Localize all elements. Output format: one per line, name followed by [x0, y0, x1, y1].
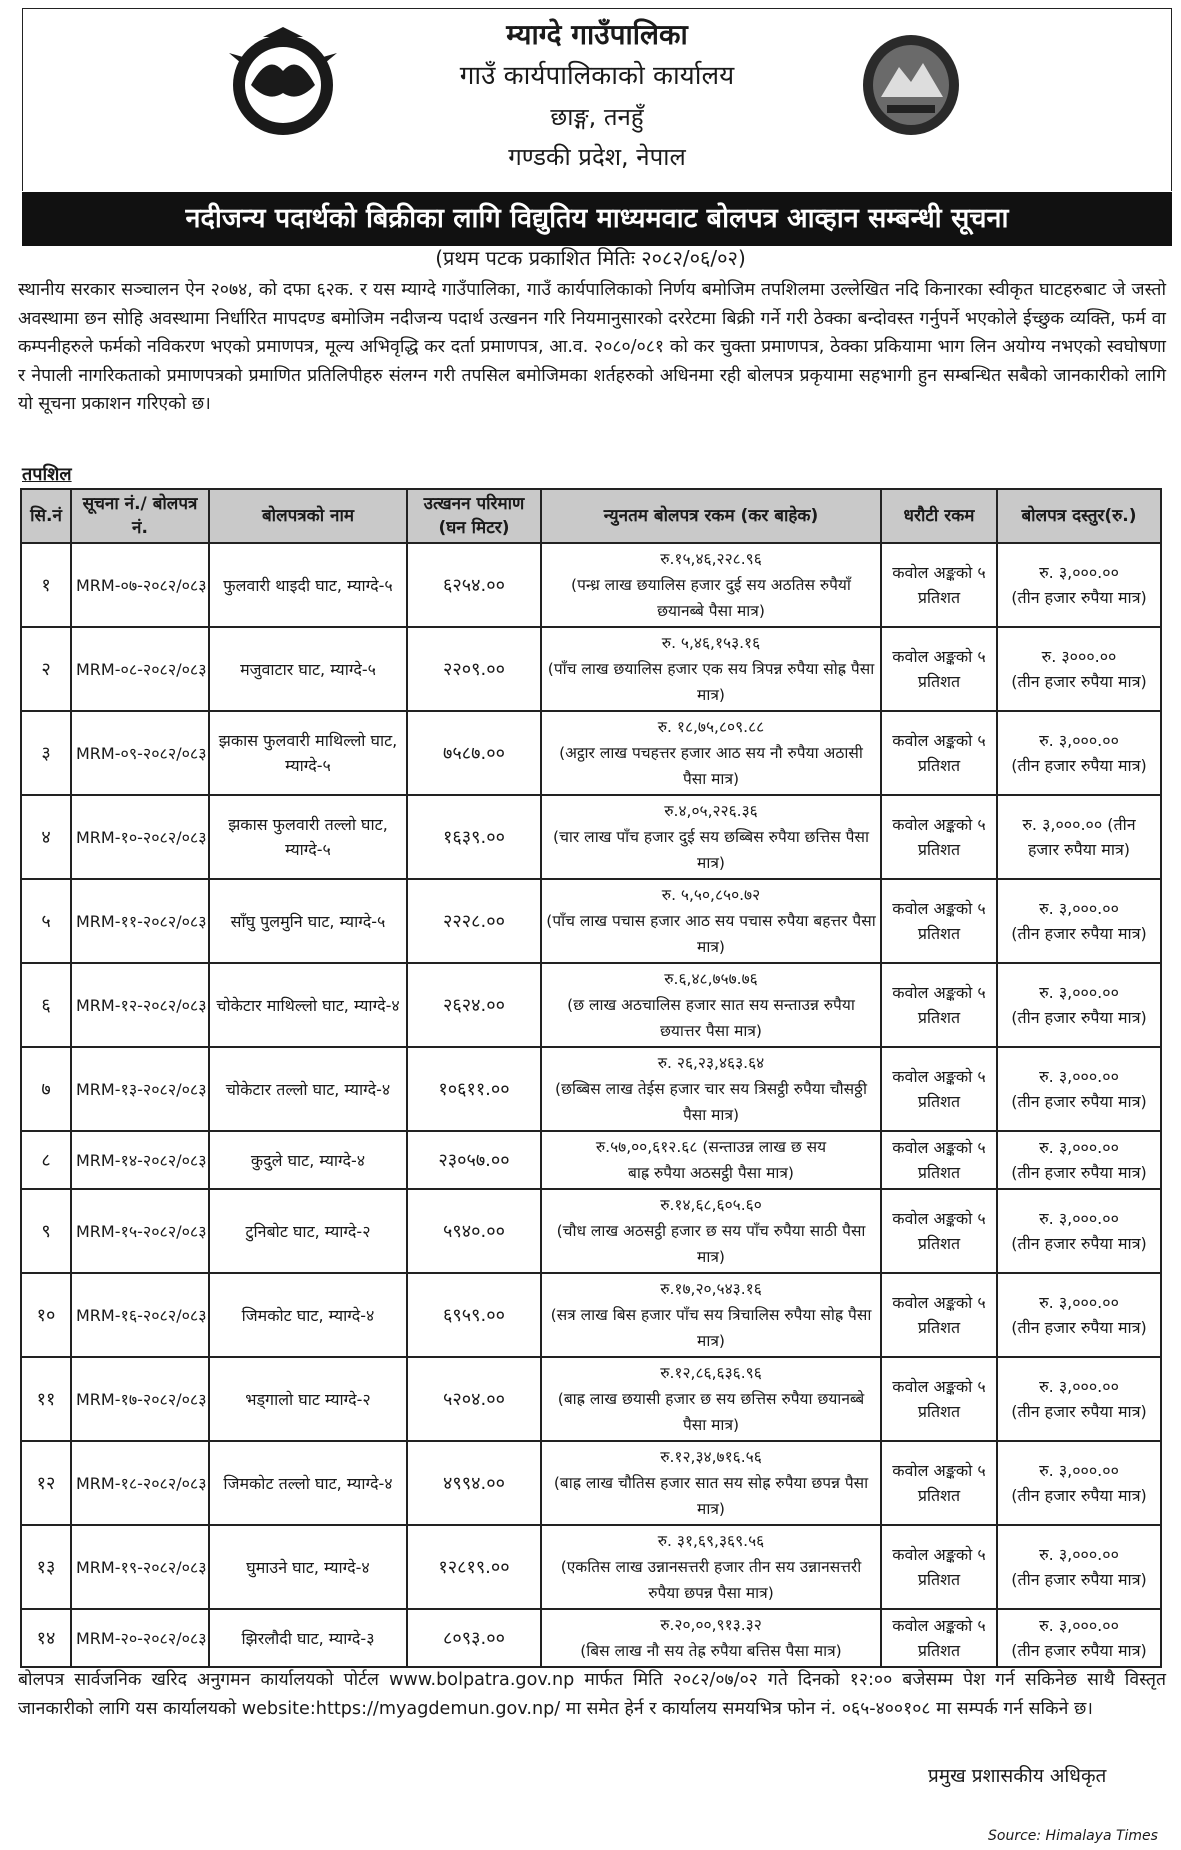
cell-quantity-text: ६९५९.०० [443, 1304, 505, 1326]
cell-quantity-text: ८०९३.०० [443, 1627, 505, 1649]
intro-paragraph: स्थानीय सरकार सञ्चालन ऐन २०७४, को दफा ६२क. र यस म्याग्दे गाउँपालिका, गाउँ कार्यपालिकाको निर्णय बमोजिम तपशिलमा उल्लेखित नदि किनारका स्वीकृत घाटहरुबाट जे जस्तो अवस्थामा छन सोहि अवस्थामा निर्धारित मापदण्ड बमोजिम नदीजन्य पदार्थ उत्खनन गरि नियमानुसारको दररेटमा बिक्री गर्ने गरी ठेक्का बन्दोवस्त गर्नुपर्ने भएकोले ईच्छुक व्यक्ति, फर्म वा कम्पनीहरुले फर्मको नविकरण भएको प्रमाणपत्र, मूल्य अभिवृद्धि कर दर्ता प्रमाणपत्र, आ.व. २०८०/०८१ को कर चुक्ता प्रमाणपत्र, ठेक्का प्रकियामा भाग लिन अयोग्य नभएको स्वघोषणा र नेपाली नागरिकताको प्रमाणपत्रको प्रमाणित प्रतिलिपीहरु संलग्न गरी तपसिल बमोजिमका शर्तहरुको अधिनमा रही बोलपत्र प्रकृयामा सहभागी हुन सम्बन्धित सबैको जानकारीको लागि यो सूचना प्रकाशन गरिएको छ। [18, 280, 1166, 415]
cell-amount-text: रु. २६,२३,४६३.६४ [657, 1054, 765, 1072]
cell-amount-text: रु.४,०५,२२६.३६ [664, 802, 758, 820]
cell-deposit [881, 711, 997, 795]
cell-bid-name [209, 795, 407, 879]
cell-sn-text: १३ [36, 1556, 56, 1578]
cell-fee-text: (तीन हजार रुपैया मात्र) [1011, 1641, 1147, 1660]
cell-bid-name [209, 1047, 407, 1131]
cell-sn [21, 627, 71, 711]
cell-quantity-text: १२८१९.०० [438, 1556, 510, 1578]
cell-deposit [881, 1047, 997, 1131]
header-fee: बोलपत्र दस्तुर(रु.) [997, 489, 1161, 543]
cell-fee-text: (तीन हजार रुपैया मात्र) [1011, 756, 1147, 775]
cell-notice-no-text: MRM-१२-२०८२/०८३ [76, 995, 207, 1015]
cell-bid-name [209, 1273, 407, 1357]
cell-quantity [407, 627, 541, 711]
cell-amount-text: (बाह्र लाख छयासी हजार छ सय छत्तिस रुपैया छयानब्बे पैसा मात्र) [557, 1390, 865, 1434]
cell-deposit-text: कवोल अङ्कको ५ प्रतिशत [892, 563, 986, 607]
cell-notice-no-text: MRM-०७-२०८२/०८३ [76, 575, 207, 595]
cell-notice-no [71, 1273, 209, 1357]
cell-quantity-text: १०६११.०० [438, 1078, 510, 1100]
cell-amount [541, 543, 881, 627]
office-location: छाङ्ग, तनहुँ [550, 103, 644, 131]
province-name: गण्डकी प्रदेश, नेपाल [508, 143, 686, 171]
cell-quantity-text: २२२८.०० [443, 910, 505, 932]
table-row [21, 1441, 1161, 1525]
cell-deposit-text: कवोल अङ्कको ५ प्रतिशत [892, 815, 986, 859]
cell-amount-text: रु.१२,३४,७१६.५६ [660, 1448, 762, 1466]
cell-amount [541, 963, 881, 1047]
cell-fee [997, 1131, 1161, 1189]
table-row [21, 543, 1161, 627]
cell-deposit-text: कवोल अङ्कको ५ प्रतिशत [892, 1293, 986, 1337]
cell-sn-text: ११ [36, 1388, 56, 1410]
cell-quantity [407, 963, 541, 1047]
cell-amount-text: (छ लाख अठचालिस हजार सात सय सन्ताउन्न रुपैया छयात्तर पैसा मात्र) [567, 996, 855, 1040]
cell-notice-no-text: MRM-११-२०८२/०८३ [76, 911, 207, 931]
cell-fee [997, 1441, 1161, 1525]
cell-fee [997, 1047, 1161, 1131]
cell-amount [541, 711, 881, 795]
cell-sn-text: १४ [36, 1627, 56, 1649]
cell-sn-text: ५ [41, 910, 51, 932]
cell-bid-name-text: फुलवारी थाइदी घाट, म्याग्दे-५ [223, 575, 393, 595]
published-date: (प्रथम पटक प्रकाशित मितिः २०८२/०६/०२) [435, 246, 746, 270]
cell-bid-name-text: कुदुले घाट, म्याग्दे-४ [250, 1150, 366, 1170]
cell-amount [541, 1131, 881, 1189]
cell-notice-no [71, 627, 209, 711]
schedule-label: तपशिल [22, 464, 72, 485]
cell-quantity [407, 879, 541, 963]
table-row [21, 1609, 1161, 1667]
cell-bid-name-text: जिमकोट तल्लो घाट, म्याग्दे-४ [223, 1473, 393, 1493]
cell-amount-text: (पाँच लाख छयालिस हजार एक सय त्रिपन्न रुपैया सोह्र पैसा मात्र) [547, 660, 875, 704]
letterhead [22, 8, 1172, 191]
municipality-logo-icon [859, 27, 963, 139]
cell-quantity [407, 1273, 541, 1357]
cell-bid-name [209, 1357, 407, 1441]
cell-deposit [881, 627, 997, 711]
header-deposit: धरौटी रकम [881, 489, 997, 543]
cell-amount-text: रु.१७,२०,५४३.१६ [660, 1280, 762, 1298]
cell-bid-name-text: झिरलौदी घाट, म्याग्दे-३ [241, 1628, 375, 1648]
table-row [21, 1525, 1161, 1609]
cell-bid-name [209, 1441, 407, 1525]
cell-deposit-text: कवोल अङ्कको ५ प्रतिशत [892, 1067, 986, 1111]
cell-notice-no-text: MRM-१९-२०८२/०८३ [76, 1557, 207, 1577]
header-quantity: उत्खनन परिमाण (घन मिटर) [407, 489, 541, 543]
cell-sn-text: २ [41, 658, 51, 680]
cell-amount-text: (चौध लाख अठसट्ठी हजार छ सय पाँच रुपैया साठी पैसा मात्र) [556, 1222, 866, 1266]
source-credit: Source: Himalaya Times [988, 1828, 1158, 1844]
cell-deposit [881, 1357, 997, 1441]
cell-sn [21, 543, 71, 627]
cell-amount-text: रु. ५,४६,१५३.१६ [661, 634, 761, 652]
cell-bid-name [209, 543, 407, 627]
cell-notice-no-text: MRM-१३-२०८२/०८३ [76, 1079, 207, 1099]
cell-fee-text: रु. ३,०००.०० [1039, 731, 1119, 750]
cell-amount-text: (सत्र लाख बिस हजार पाँच सय त्रिचालिस रुपैया सोह्र पैसा मात्र) [550, 1306, 872, 1350]
cell-fee-text: (तीन हजार रुपैया मात्र) [1011, 588, 1147, 607]
cell-bid-name [209, 963, 407, 1047]
cell-sn [21, 1189, 71, 1273]
cell-quantity [407, 1525, 541, 1609]
cell-fee-text: रु. ३,०००.०० [1039, 1067, 1119, 1086]
cell-sn [21, 1609, 71, 1667]
cell-fee-text: रु. ३,०००.०० (तीन [1022, 815, 1136, 834]
cell-sn [21, 879, 71, 963]
cell-sn [21, 711, 71, 795]
cell-quantity [407, 1357, 541, 1441]
cell-amount-text: बाह्र रुपैया अठसट्ठी पैसा मात्र) [628, 1164, 794, 1182]
cell-amount [541, 1525, 881, 1609]
cell-bid-name-text: मजुवाटार घाट, म्याग्दे-५ [240, 659, 376, 679]
cell-quantity [407, 1189, 541, 1273]
cell-bid-name-text: चोकेटार माथिल्लो घाट, म्याग्दे-४ [216, 995, 400, 1015]
cell-fee-text: रु. ३,०००.०० [1039, 1293, 1119, 1312]
table-row [21, 963, 1161, 1047]
notice-title: नदीजन्य पदार्थको बिक्रीका लागि विद्युतिय माध्यमवाट बोलपत्र आव्हान सम्बन्धी सूचना [22, 192, 1172, 246]
cell-bid-name-text: चोकेटार तल्लो घाट, म्याग्दे-४ [225, 1079, 391, 1099]
header-min-amount: न्युनतम बोलपत्र रकम (कर बाहेक) [541, 489, 881, 543]
cell-quantity [407, 1047, 541, 1131]
cell-quantity-text: ४९९४.०० [443, 1472, 505, 1494]
cell-sn-text: ८ [41, 1149, 51, 1171]
table-row [21, 1189, 1161, 1273]
cell-amount-text: रु.१२,८६,६३६.९६ [660, 1364, 762, 1382]
cell-bid-name-text: साँघु पुलमुनि घाट, म्याग्दे-५ [230, 911, 386, 931]
cell-amount-text: (छब्बिस लाख तेईस हजार चार सय त्रिसट्ठी रुपैया चौसठ्ठी पैसा मात्र) [555, 1080, 867, 1124]
cell-quantity [407, 1609, 541, 1667]
cell-deposit [881, 1525, 997, 1609]
cell-deposit [881, 795, 997, 879]
cell-notice-no-text: MRM-०८-२०८२/०८३ [76, 659, 207, 679]
cell-quantity [407, 1131, 541, 1189]
cell-deposit-text: कवोल अङ्कको ५ प्रतिशत [892, 1138, 986, 1182]
cell-fee-text: (तीन हजार रुपैया मात्र) [1011, 1402, 1147, 1421]
table-row [21, 1131, 1161, 1189]
cell-notice-no-text: MRM-१४-२०८२/०८३ [76, 1150, 207, 1170]
cell-fee [997, 627, 1161, 711]
cell-notice-no-text: MRM-२०-२०८२/०८३ [76, 1628, 207, 1648]
cell-deposit [881, 543, 997, 627]
cell-amount-text: रु.२०,००,९१३.३२ [660, 1616, 762, 1634]
cell-fee-text: रु. ३,०००.०० [1039, 899, 1119, 918]
cell-bid-name [209, 711, 407, 795]
office-name: गाउँ कार्यपालिकाको कार्यालय [459, 61, 735, 91]
cell-fee-text: रु. ३,०००.०० [1039, 563, 1119, 582]
cell-deposit-text: कवोल अङ्कको ५ प्रतिशत [892, 731, 986, 775]
cell-amount-text: (पाँच लाख पचास हजार आठ सय पचास रुपैया बहत्तर पैसा मात्र) [546, 912, 876, 956]
cell-quantity [407, 711, 541, 795]
cell-sn-text: ७ [41, 1078, 51, 1100]
cell-sn-text: ६ [41, 994, 51, 1016]
cell-bid-name [209, 1609, 407, 1667]
cell-deposit-text: कवोल अङ्कको ५ प्रतिशत [892, 1461, 986, 1505]
cell-amount-text: रु.१४,६८,६०५.६० [660, 1196, 762, 1214]
cell-quantity-text: २६२४.०० [443, 994, 505, 1016]
cell-sn [21, 1357, 71, 1441]
cell-fee-text: (तीन हजार रुपैया मात्र) [1011, 1008, 1147, 1027]
cell-quantity-text: ५२०४.०० [443, 1388, 505, 1410]
cell-quantity-text: २३०५७.०० [438, 1149, 510, 1171]
cell-fee-text: (तीन हजार रुपैया मात्र) [1011, 1318, 1147, 1337]
bid-table [20, 488, 1162, 1668]
cell-sn-text: १० [36, 1304, 56, 1326]
cell-amount [541, 1273, 881, 1357]
cell-bid-name-text: जिमकोट घाट, म्याग्दे-४ [241, 1305, 375, 1325]
cell-notice-no [71, 1189, 209, 1273]
cell-fee-text: (तीन हजार रुपैया मात्र) [1011, 1234, 1147, 1253]
table-row [21, 795, 1161, 879]
signatory-title: प्रमुख प्रशासकीय अधिकृत [928, 1765, 1107, 1787]
cell-bid-name [209, 1131, 407, 1189]
cell-fee-text: रु. ३,०००.०० [1039, 1138, 1119, 1157]
cell-amount [541, 1357, 881, 1441]
cell-fee-text: रु. ३,०००.०० [1039, 1461, 1119, 1480]
cell-notice-no-text: MRM-१६-२०८२/०८३ [76, 1305, 207, 1325]
cell-fee [997, 1357, 1161, 1441]
cell-quantity-text: ६२५४.०० [443, 574, 505, 596]
cell-quantity-text: ५९४०.०० [443, 1220, 505, 1242]
cell-sn [21, 1131, 71, 1189]
table-row [21, 1357, 1161, 1441]
cell-fee [997, 795, 1161, 879]
cell-amount-text: रु. ३१,६९,३६९.५६ [657, 1532, 765, 1550]
cell-bid-name-text: भड्गालो घाट म्याग्दे-२ [245, 1389, 371, 1409]
cell-fee [997, 1189, 1161, 1273]
cell-notice-no [71, 711, 209, 795]
cell-notice-no-text: MRM-१०-२०८२/०८३ [76, 827, 207, 847]
cell-bid-name-text: झकास फुलवारी माथिल्लो घाट, म्याग्दे-५ [218, 731, 398, 775]
cell-fee-text: (तीन हजार रुपैया मात्र) [1011, 1486, 1147, 1505]
cell-amount [541, 1047, 881, 1131]
cell-deposit-text: कवोल अङ्कको ५ प्रतिशत [892, 1209, 986, 1253]
cell-deposit-text: कवोल अङ्कको ५ प्रतिशत [892, 647, 986, 691]
cell-notice-no [71, 963, 209, 1047]
cell-amount [541, 627, 881, 711]
cell-notice-no-text: MRM-०९-२०८२/०८३ [76, 743, 207, 763]
cell-quantity-text: २२०९.०० [443, 658, 505, 680]
cell-bid-name [209, 1189, 407, 1273]
cell-notice-no-text: MRM-१७-२०८२/०८३ [76, 1389, 207, 1409]
cell-quantity [407, 543, 541, 627]
cell-amount-text: रु. ५,५०,८५०.७२ [661, 886, 761, 904]
cell-amount-text: (पन्ध्र लाख छयालिस हजार दुई सय अठतिस रुपैयाँ छयानब्बे पैसा मात्र) [571, 576, 851, 620]
cell-deposit [881, 1189, 997, 1273]
cell-fee-text: (तीन हजार रुपैया मात्र) [1011, 1570, 1147, 1589]
table-row [21, 1273, 1161, 1357]
table-row [21, 627, 1161, 711]
cell-fee [997, 963, 1161, 1047]
cell-notice-no-text: MRM-१८-२०८२/०८३ [76, 1473, 207, 1493]
cell-fee-text: रु. ३,०००.०० [1039, 1616, 1119, 1635]
cell-fee [997, 711, 1161, 795]
cell-notice-no [71, 1357, 209, 1441]
cell-sn [21, 1047, 71, 1131]
cell-deposit [881, 1441, 997, 1525]
table-header-row [21, 489, 1161, 543]
cell-notice-no [71, 1441, 209, 1525]
cell-deposit [881, 1273, 997, 1357]
cell-amount-text: (बिस लाख नौ सय तेह्र रुपैया बत्तिस पैसा मात्र) [580, 1642, 842, 1660]
cell-sn [21, 795, 71, 879]
table-row [21, 711, 1161, 795]
cell-fee-text: हजार रुपैया मात्र) [1027, 840, 1131, 859]
municipality-name: म्याग्दे गाउँपालिका [506, 18, 688, 51]
cell-sn-text: ९ [41, 1220, 51, 1242]
cell-amount-text: (चार लाख पाँच हजार दुई सय छब्बिस रुपैया छत्तिस पैसा मात्र) [553, 828, 869, 872]
cell-fee-text: (तीन हजार रुपैया मात्र) [1011, 924, 1147, 943]
cell-notice-no [71, 795, 209, 879]
cell-fee-text: रु. ३,०००.०० [1039, 1209, 1119, 1228]
cell-notice-no [71, 1131, 209, 1189]
cell-bid-name [209, 879, 407, 963]
cell-fee [997, 1525, 1161, 1609]
cell-fee [997, 1273, 1161, 1357]
cell-fee-text: (तीन हजार रुपैया मात्र) [1011, 672, 1147, 691]
cell-bid-name [209, 627, 407, 711]
cell-deposit-text: कवोल अङ्कको ५ प्रतिशत [892, 1377, 986, 1421]
table-row [21, 879, 1161, 963]
cell-notice-no [71, 1609, 209, 1667]
cell-amount [541, 795, 881, 879]
cell-notice-no-text: MRM-१५-२०८२/०८३ [76, 1221, 207, 1241]
cell-quantity [407, 1441, 541, 1525]
cell-fee [997, 879, 1161, 963]
cell-amount [541, 1609, 881, 1667]
cell-fee-text: (तीन हजार रुपैया मात्र) [1011, 1163, 1147, 1182]
cell-notice-no [71, 1047, 209, 1131]
cell-bid-name [209, 1525, 407, 1609]
header-sn: सि.नं [21, 489, 71, 543]
cell-fee [997, 1609, 1161, 1667]
cell-sn [21, 1441, 71, 1525]
cell-deposit-text: कवोल अङ्कको ५ प्रतिशत [892, 983, 986, 1027]
cell-sn-text: ४ [41, 826, 51, 848]
cell-sn [21, 1525, 71, 1609]
cell-sn [21, 1273, 71, 1357]
cell-fee-text: रु. ३,०००.०० [1039, 1377, 1119, 1396]
cell-amount [541, 879, 881, 963]
cell-fee [997, 543, 1161, 627]
cell-quantity-text: ७५८७.०० [443, 742, 505, 764]
cell-quantity-text: १६३९.०० [443, 826, 505, 848]
cell-amount-text: (अट्ठार लाख पचहत्तर हजार आठ सय नौ रुपैया अठासी पैसा मात्र) [559, 744, 863, 788]
table-row [21, 1047, 1161, 1131]
cell-deposit-text: कवोल अङ्कको ५ प्रतिशत [892, 899, 986, 943]
cell-deposit-text: कवोल अङ्कको ५ प्रतिशत [892, 1545, 986, 1589]
cell-sn [21, 963, 71, 1047]
cell-sn-text: १२ [36, 1472, 56, 1494]
cell-sn-text: ३ [41, 742, 51, 764]
cell-amount [541, 1441, 881, 1525]
cell-amount-text: रु.५७,००,६१२.६८ (सन्ताउन्न लाख छ सय [595, 1138, 827, 1156]
cell-notice-no [71, 1525, 209, 1609]
header-notice-no: सूचना नं./ बोलपत्र नं. [71, 489, 209, 543]
cell-notice-no [71, 879, 209, 963]
cell-amount-text: (बाह्र लाख चौतिस हजार सात सय सोह्र रुपैया छपन्न पैसा मात्र) [553, 1474, 869, 1518]
cell-amount-text: रु.१५,४६,२२८.९६ [660, 550, 762, 568]
cell-deposit-text: कवोल अङ्कको ५ प्रतिशत [892, 1616, 986, 1660]
cell-quantity [407, 795, 541, 879]
cell-fee-text: रु. ३,०००.०० [1039, 1545, 1119, 1564]
footer-paragraph: बोलपत्र सार्वजनिक खरिद अनुगमन कार्यालयको पोर्टल www.bolpatra.gov.np मार्फत मिति २०८२/०७/०२ गते दिनको १२:०० बजेसम्म पेश गर्न सकिनेछ साथै विस्तृत जानकारीको लागि यस कार्यालयको website:https://myagdemun.gov.np/ मा समेत हेर्न र कार्यालय समयभित्र फोन नं. ०६५-४००१०८ मा सम्पर्क गर्न सकिने छ। [18, 1670, 1166, 1719]
cell-deposit [881, 1131, 997, 1189]
cell-fee-text: रु. ३०००.०० [1041, 647, 1117, 666]
cell-bid-name-text: झकास फुलवारी तल्लो घाट, म्याग्दे-५ [228, 815, 388, 859]
cell-fee-text: (तीन हजार रुपैया मात्र) [1011, 1092, 1147, 1111]
cell-amount-text: रु.६,४८,७५७.७६ [664, 970, 758, 988]
cell-amount-text: रु. १८,७५,८०९.८८ [657, 718, 765, 736]
cell-fee-text: रु. ३,०००.०० [1039, 983, 1119, 1002]
cell-deposit [881, 1609, 997, 1667]
cell-bid-name-text: घुमाउने घाट, म्याग्दे-४ [246, 1557, 370, 1577]
cell-bid-name-text: टुनिबोट घाट, म्याग्दे-२ [245, 1221, 371, 1241]
cell-amount [541, 1189, 881, 1273]
cell-amount-text: (एकतिस लाख उन्नानसत्तरी हजार तीन सय उन्नानसत्तरी रुपैया छपन्न पैसा मात्र) [560, 1558, 862, 1602]
cell-notice-no [71, 543, 209, 627]
header-bid-name: बोलपत्रको नाम [209, 489, 407, 543]
cell-deposit [881, 963, 997, 1047]
cell-sn-text: १ [41, 574, 51, 596]
cell-deposit [881, 879, 997, 963]
